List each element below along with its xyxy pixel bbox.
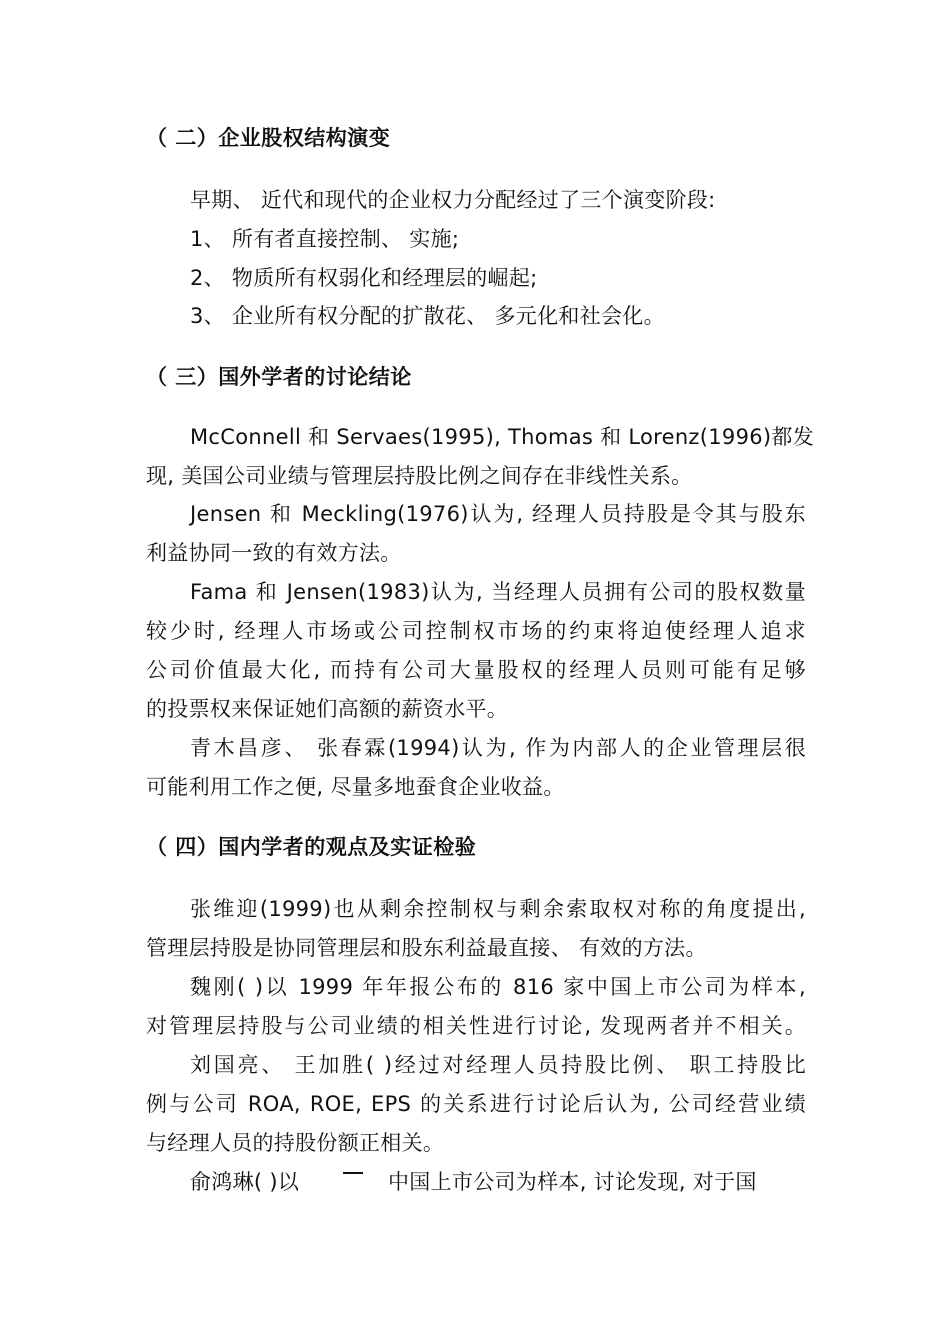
paragraph-line: 对管理层持股与公司业绩的相关性进行讨论, 发现两者并不相关。	[146, 1014, 806, 1038]
paragraph-line: 例与公司 ROA, ROE, EPS 的关系进行讨论后认为, 公司经营业绩	[146, 1092, 806, 1116]
paragraph-line: Fama 和 Jensen(1983)认为, 当经理人员拥有公司的股权数量	[190, 580, 806, 604]
paragraph-line: 俞鸿琳( )以	[190, 1170, 300, 1194]
paragraph-line: 公司价值最大化, 而持有公司大量股权的经理人员则可能有足够	[146, 658, 806, 682]
section-heading-2: （ 二）企业股权结构演变	[146, 126, 391, 150]
section-heading-3: （ 三）国外学者的讨论结论	[146, 365, 412, 389]
paragraph-line: 与经理人员的持股份额正相关。	[146, 1131, 445, 1155]
list-item: 2、 物质所有权弱化和经理层的崛起;	[190, 266, 538, 290]
list-item: 1、 所有者直接控制、 实施;	[190, 227, 460, 251]
paragraph-line: 利益协同一致的有效方法。	[146, 541, 402, 565]
list-item: 3、 企业所有权分配的扩散花、 多元化和社会化。	[190, 304, 665, 328]
paragraph-line: 的投票权来保证她们高额的薪资水平。	[146, 697, 509, 721]
paragraph-line: 魏刚( )以 1999 年年报公布的 816 家中国上市公司为样本,	[190, 975, 806, 999]
paragraph-line: Jensen 和 Meckling(1976)认为, 经理人员持股是令其与股东	[190, 502, 806, 526]
paragraph-line: 张维迎(1999)也从剩余控制权与剩余索取权对称的角度提出,	[190, 897, 806, 921]
dash-mark	[343, 1172, 363, 1174]
paragraph-line: 可能利用工作之便, 尽量多地蚕食企业收益。	[146, 775, 565, 799]
paragraph-line: 管理层持股是协同管理层和股东利益最直接、 有效的方法。	[146, 936, 707, 960]
paragraph-line: McConnell 和 Servaes(1995), Thomas 和 Lorenz(1996)都发	[190, 425, 814, 449]
paragraph-line: 刘国亮、 王加胜( )经过对经理人员持股比例、 职工持股比	[190, 1053, 806, 1077]
paragraph-line: 青木昌彦、 张春霖(1994)认为, 作为内部人的企业管理层很	[190, 736, 806, 760]
paragraph-line: 较少时, 经理人市场或公司控制权市场的约束将迫使经理人追求	[146, 619, 806, 643]
paragraph-line: 中国上市公司为样本, 讨论发现, 对于国	[388, 1170, 757, 1194]
paragraph-line: 现, 美国公司业绩与管理层持股比例之间存在非线性关系。	[146, 464, 693, 488]
section-heading-4: （ 四）国内学者的观点及实证检验	[146, 835, 477, 859]
paragraph-line: 早期、 近代和现代的企业权力分配经过了三个演变阶段:	[190, 188, 716, 212]
